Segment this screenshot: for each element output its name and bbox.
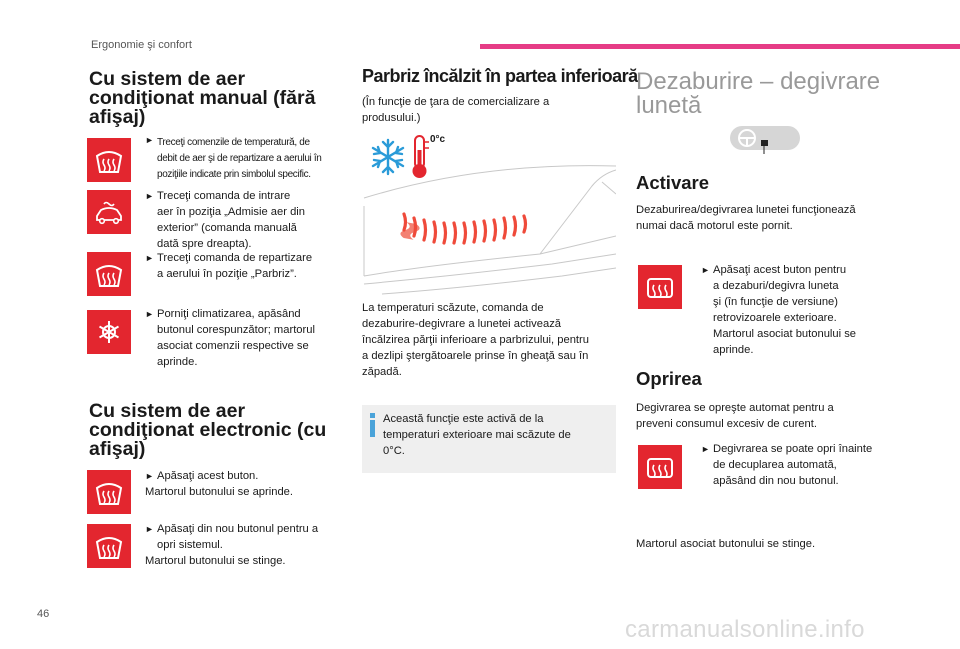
subtitle-note [362, 94, 602, 126]
final-note: Martorul asociat butonului se stinge. [636, 538, 816, 550]
text-line: (În funcţie de ţara de comercializare a [362, 96, 550, 108]
text-line: Această funcţie este activă de la [383, 413, 544, 425]
activation-text [636, 202, 896, 234]
text-line: Martorul asociat butonului se [713, 328, 857, 340]
text-line: de decuplarea automată, [713, 459, 837, 471]
section-header: Ergonomie şi confort [91, 39, 192, 51]
windscreen-demist-icon [87, 524, 131, 568]
text-line: 0°C. [383, 445, 405, 457]
text-line: dată spre dreapta). [157, 238, 252, 250]
text-line: exterior” (comanda manuală [157, 222, 297, 234]
text-line: Apăsaţi acest buton pentru [713, 264, 847, 276]
text-line: Dezaburirea/degivrarea lunetei funcţionează [636, 204, 856, 216]
air-intake-exterior-icon [87, 190, 131, 234]
arrow-bullet-icon: ► [701, 265, 710, 275]
text-line: Apăsaţi acest buton. [157, 470, 259, 482]
text-line: Treceţi comenzile de temperatură, de [157, 137, 310, 148]
list-item [701, 262, 901, 358]
title-electronic-ac [89, 402, 339, 459]
header-accent-bar [480, 44, 960, 49]
list-item [145, 135, 345, 183]
text-line: dezaburire-degivrare a lunetei activează [362, 318, 562, 330]
steering-wheel-location-icon [730, 126, 800, 156]
text-line: Porniţi climatizarea, apăsând [157, 308, 301, 320]
thermometer-icon [413, 136, 430, 178]
text-line: numai dacă motorul este pornit. [636, 220, 793, 232]
text-line: şi (în funcţie de versiune) [713, 296, 838, 308]
text-line: apăsând din nou butonul. [713, 475, 839, 487]
text-line: Degivrarea se poate opri înainte [713, 443, 873, 455]
arrow-bullet-icon: ► [145, 135, 154, 145]
windscreen-outline [364, 166, 616, 294]
title-line: lunetă [636, 92, 702, 119]
title-line: condiţionat electronic (cu [89, 419, 327, 441]
title-heated-windscreen: Parbriz încălzit în partea inferioară [362, 66, 638, 86]
windscreen-demist-icon [87, 138, 131, 182]
text-line: încălzirea părţii inferioare a parbrizului, pentru [362, 334, 589, 346]
list-item [145, 250, 345, 282]
heated-windscreen-body [362, 300, 616, 380]
text-line: produsului.) [362, 112, 421, 124]
arrow-bullet-icon: ► [701, 444, 710, 454]
title-line: afişaj) [89, 438, 146, 460]
text-line: a aerului în poziţie „Parbriz”. [157, 268, 297, 280]
text-line: butonul corespunzător; martorul [157, 324, 315, 336]
text-line: aprinde. [157, 356, 198, 368]
windscreen-demist-icon [87, 470, 131, 514]
watermark: carmanualsonline.info [625, 616, 865, 643]
info-icon [368, 413, 378, 437]
rear-window-demist-icon [638, 445, 682, 489]
arrow-bullet-icon: ► [145, 524, 154, 534]
text-line: Martorul butonului se aprinde. [145, 486, 294, 498]
arrow-bullet-icon: ► [145, 253, 154, 263]
stop-title: Oprirea [636, 368, 702, 389]
text-line: poziţiile indicate prin simbolul specific. [157, 169, 311, 180]
text-line: a dezaburi/degivra luneta [713, 280, 839, 292]
text-line: preveni consumul excesiv de curent. [636, 418, 817, 430]
air-conditioning-icon [87, 310, 131, 354]
title-line: afişaj) [89, 106, 146, 128]
activation-title: Activare [636, 172, 710, 193]
info-box [362, 405, 616, 473]
text-line: Treceţi comanda de intrare [157, 190, 291, 202]
heated-windscreen-illustration [362, 126, 616, 296]
rear-window-demist-icon [638, 265, 682, 309]
title-manual-ac [89, 70, 329, 127]
text-line: La temperaturi scăzute, comanda de [362, 302, 544, 314]
text-line: Treceţi comanda de repartizare [157, 252, 313, 264]
arrow-bullet-icon: ► [145, 309, 154, 319]
list-item [145, 468, 345, 484]
heating-lines [404, 214, 526, 243]
title-line: condiţionat manual (fără [89, 87, 316, 109]
page-number: 46 [37, 608, 50, 620]
text-line: temperaturi exterioare mai scăzute de [383, 429, 571, 441]
text-line: Apăsaţi din nou butonul pentru a [157, 523, 319, 535]
text-line: aprinde. [713, 344, 754, 356]
arrow-bullet-icon: ► [145, 471, 154, 481]
text-line: aer în poziţia „Admisie aer din [157, 206, 305, 218]
text-line: opri sistemul. [157, 539, 223, 551]
stop-text [636, 400, 896, 432]
info-text [383, 411, 608, 459]
snowflake-icon [373, 140, 403, 174]
text-line: debit de aer şi de repartizare a aerului în [157, 153, 322, 164]
windscreen-demist-icon [87, 252, 131, 296]
title-rear-demist [636, 70, 880, 118]
arrow-bullet-icon: ► [145, 191, 154, 201]
list-item [701, 441, 901, 489]
temperature-label: 0°c [430, 134, 446, 145]
list-item [145, 188, 345, 252]
text-line: a dezlipi ştergătoarele prinse în gheaţă sau în [362, 350, 589, 362]
list-item [145, 306, 345, 370]
title-line: Cu sistem de aer [89, 400, 246, 422]
title-line: Cu sistem de aer [89, 68, 246, 90]
text-line: retrovizoarele exterioare. [713, 312, 837, 324]
title-line: Dezaburire – degivrare [636, 68, 881, 95]
list-item [145, 521, 345, 553]
text-line: asociat comenzii respective se [157, 340, 309, 352]
text-line: Degivrarea se opreşte automat pentru a [636, 402, 834, 414]
text-line: zăpadă. [362, 366, 402, 378]
text-line: Martorul butonului se stinge. [145, 555, 286, 567]
